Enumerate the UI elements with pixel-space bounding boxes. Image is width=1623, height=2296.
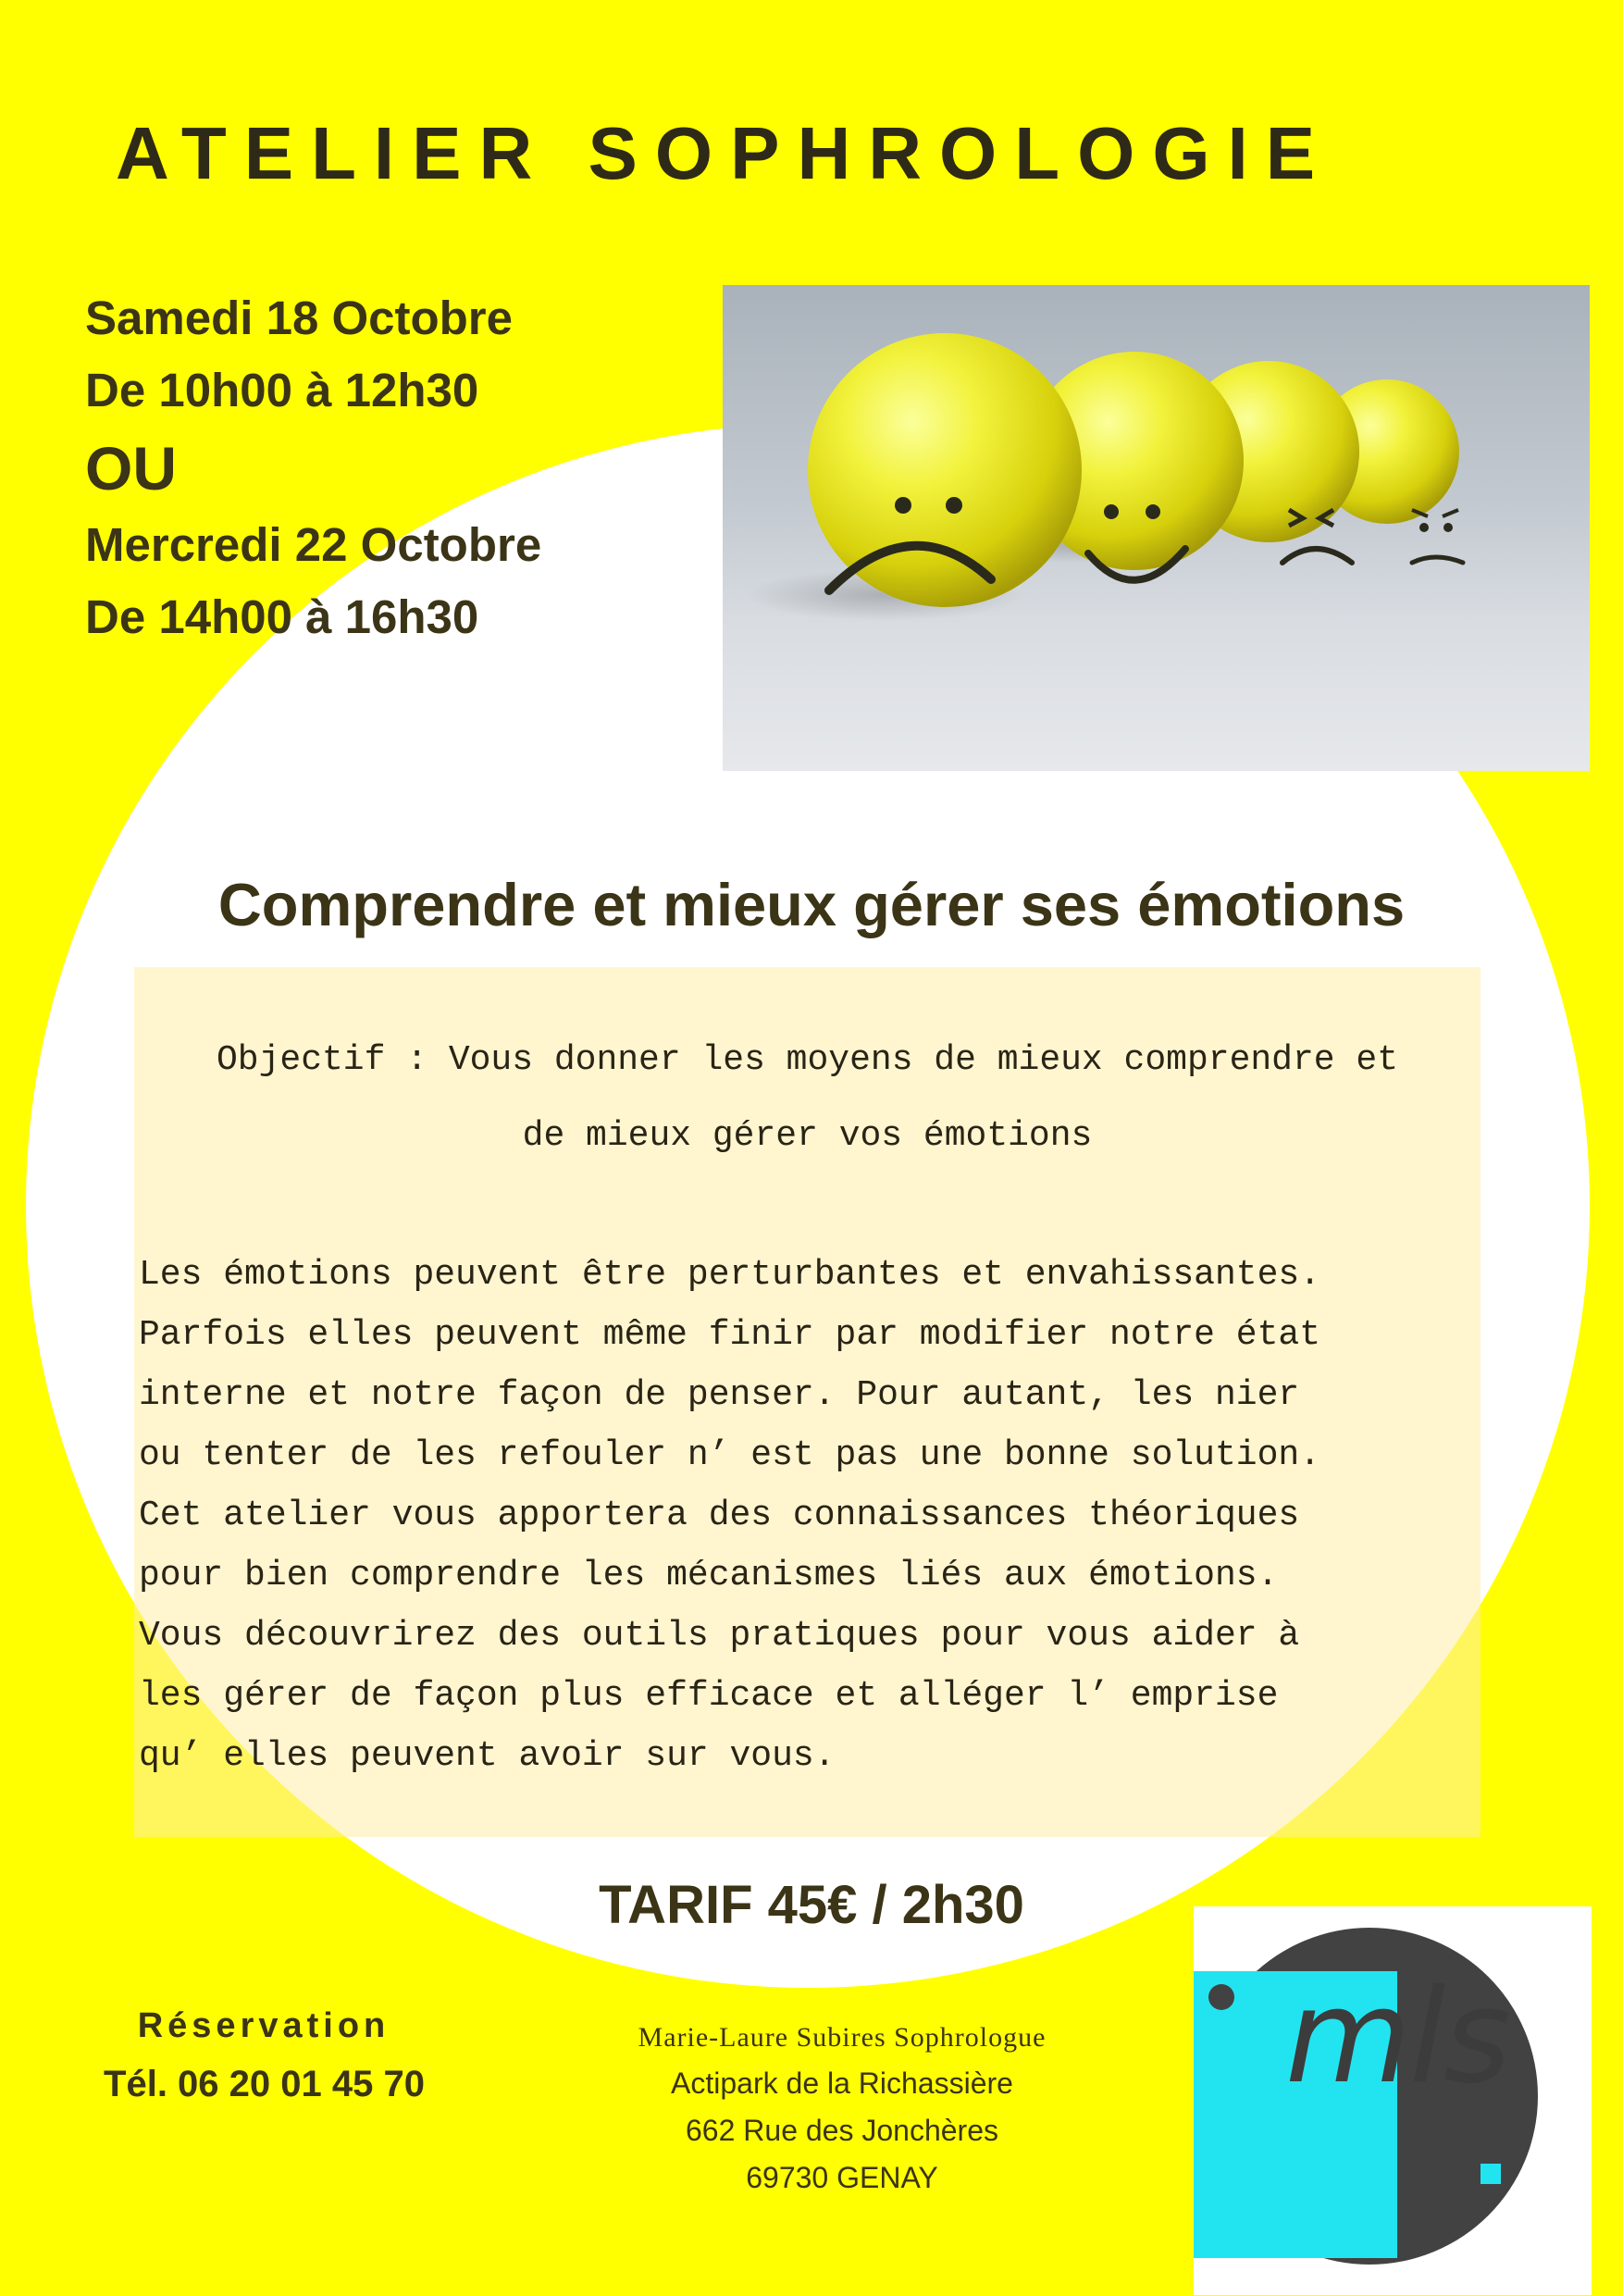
phone-number[interactable]: Tél. 06 20 01 45 70 xyxy=(104,2064,425,2104)
price: TARIF 45€ / 2h30 xyxy=(599,1875,1024,1935)
practitioner-name: Marie-Laure Subires Sophrologue xyxy=(638,2022,1047,2053)
paragraph-line: qu’ elles peuvent avoir sur vous. xyxy=(139,1736,836,1776)
time-saturday: De 10h00 à 12h30 xyxy=(85,364,479,416)
page-title: ATELIER SOPHROLOGIE xyxy=(116,112,1333,194)
address-line: Actipark de la Richassière xyxy=(671,2066,1013,2100)
emoji-balls-photo xyxy=(723,285,1590,771)
objective-text xyxy=(134,1023,1481,1174)
paragraph-line: Cet atelier vous apportera des connaissances théoriques xyxy=(139,1496,1300,1535)
date-wednesday: Mercredi 22 Octobre xyxy=(85,518,542,571)
date-saturday: Samedi 18 Octobre xyxy=(85,292,514,344)
paragraph-line: pour bien comprendre les mécanismes liés aux émotions. xyxy=(139,1556,1279,1595)
address-line: 69730 GENAY xyxy=(746,2161,938,2194)
description-paragraph xyxy=(139,1245,1471,1786)
paragraph-line: interne et notre façon de penser. Pour autant, les nier xyxy=(139,1375,1300,1415)
date-separator: OU xyxy=(85,434,177,503)
time-wednesday: De 14h00 à 16h30 xyxy=(85,590,479,643)
workshop-subtitle: Comprendre et mieux gérer ses émotions xyxy=(217,871,1406,938)
logo-text: mls xyxy=(1284,1962,1510,2113)
objective-line: de mieux gérer vos émotions xyxy=(522,1116,1093,1156)
objective-line: Objectif : Vous donner les moyens de mieux comprendre et xyxy=(216,1040,1398,1080)
address-block xyxy=(551,2022,1134,2195)
paragraph-line: ou tenter de les refouler n’ est pas une bonne solution. xyxy=(139,1435,1321,1475)
address-line: 662 Rue des Jonchères xyxy=(686,2114,998,2147)
mls-logo xyxy=(1194,1906,1592,2295)
paragraph-line: Vous découvrirez des outils pratiques pour vous aider à xyxy=(139,1616,1300,1656)
paragraph-line: les gérer de façon plus efficace et alléger l’ emprise xyxy=(139,1676,1279,1716)
paragraph-line: Les émotions peuvent être perturbantes et envahissantes. xyxy=(139,1255,1321,1295)
reservation-label: Réservation xyxy=(137,2006,390,2045)
paragraph-line: Parfois elles peuvent même finir par modifier notre état xyxy=(139,1315,1321,1355)
